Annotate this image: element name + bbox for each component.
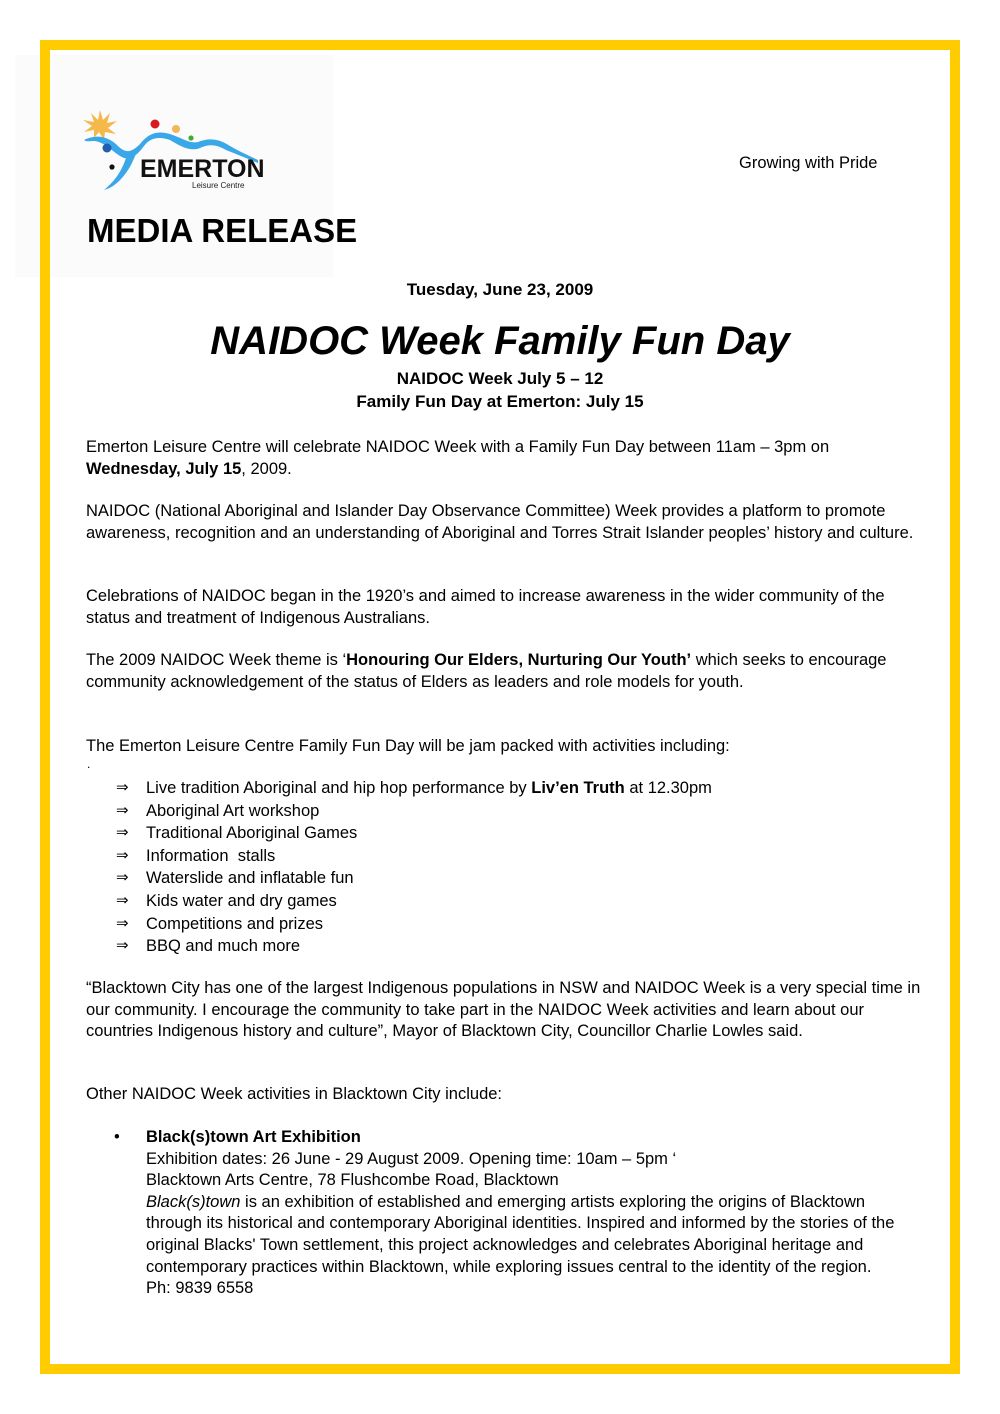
list-item bbox=[116, 822, 712, 845]
list-item bbox=[116, 867, 712, 890]
arrow-right-icon: ⇒ bbox=[116, 891, 129, 909]
wave-tail bbox=[104, 154, 136, 190]
paragraph-intro bbox=[86, 437, 926, 480]
text: Waterslide and inflatable fun bbox=[146, 869, 354, 888]
tagline: Growing with Pride bbox=[739, 154, 878, 172]
emerton-logo-icon bbox=[78, 108, 263, 198]
stray-dot: . bbox=[87, 757, 91, 771]
text: Traditional Aboriginal Games bbox=[146, 824, 358, 843]
green-dot bbox=[188, 135, 193, 140]
bullet-icon: • bbox=[114, 1128, 120, 1146]
text: BBQ and much more bbox=[146, 937, 301, 956]
paragraph-mayor-quote: “Blacktown City has one of the largest Indigenous populations in NSW and NAIDOC Week is a very special time in our community. I encourage the community to take part in the NAIDOC Week activities and learn about our countries Indigenous history and culture”, Mayor of Blacktown City, Councillor Charlie Lowles said. bbox=[86, 979, 921, 1040]
exhibition-description bbox=[146, 1192, 914, 1278]
other-activities-list bbox=[114, 1127, 914, 1300]
text: Competitions and prizes bbox=[146, 914, 324, 933]
paragraph-other-activities-intro: Other NAIDOC Week activities in Blacktown City include: bbox=[86, 1085, 503, 1103]
text: , 2009. bbox=[241, 459, 292, 478]
arrow-right-icon: ⇒ bbox=[116, 914, 129, 932]
arrow-right-icon: ⇒ bbox=[116, 824, 129, 842]
list-item bbox=[116, 777, 712, 800]
list-item bbox=[116, 913, 712, 936]
arrow-right-icon: ⇒ bbox=[116, 846, 129, 864]
arrow-right-icon: ⇒ bbox=[116, 779, 129, 796]
text: is an exhibition of established and emerging artists exploring the origins of Blacktown through its historical and contemporary Aboriginal identities. Inspired and informed by the stories of the original Blacks' Town settlement, this project acknowledges and celebrates Aboriginal heritage and contemporary practices within Blacktown, while exploring issues central to the identity of the region. bbox=[146, 1192, 895, 1276]
text: Emerton Leisure Centre will celebrate NAIDOC Week with a Family Fun Day between 11am – 3pm on bbox=[86, 438, 830, 456]
text: at 12.30pm bbox=[624, 779, 712, 797]
page-title: NAIDOC Week Family Fun Day bbox=[210, 319, 790, 363]
sun-icon bbox=[83, 110, 117, 140]
exhibition-phone: Ph: 9839 6558 bbox=[146, 1279, 254, 1298]
text: Kids water and dry games bbox=[146, 891, 337, 910]
text: The 2009 NAIDOC Week theme is ‘ bbox=[86, 651, 347, 669]
paragraph-naidoc-definition: NAIDOC (National Aboriginal and Islander Day Observance Committee) Week provides a platform to promote awareness, recognition and an understanding of Aboriginal and Torres Strait Islander peoples’ history and culture. bbox=[86, 502, 914, 542]
orange-dot bbox=[172, 125, 180, 133]
arrow-right-icon: ⇒ bbox=[116, 801, 129, 819]
arrow-right-icon: ⇒ bbox=[116, 937, 129, 955]
red-dot bbox=[151, 120, 160, 129]
emerton-logo bbox=[78, 108, 263, 198]
exhibition-name-italic: Black(s)town bbox=[146, 1192, 241, 1211]
black-dot bbox=[109, 164, 114, 169]
exhibition-dates: Exhibition dates: 26 June - 29 August 2009. Opening time: 10am – 5pm ‘ bbox=[146, 1149, 677, 1168]
arrow-right-icon: ⇒ bbox=[116, 869, 129, 887]
text: Information stalls bbox=[146, 846, 276, 865]
text: Aboriginal Art workshop bbox=[146, 801, 320, 820]
subtitle-naidoc-week: NAIDOC Week July 5 – 12 bbox=[396, 369, 604, 388]
list-item bbox=[116, 890, 712, 913]
svg-text:EMERTON: EMERTON bbox=[140, 155, 263, 183]
list-item bbox=[116, 800, 712, 823]
list-item bbox=[116, 935, 712, 958]
exhibition-title: Black(s)town Art Exhibition bbox=[146, 1128, 361, 1146]
activities-list bbox=[116, 777, 712, 958]
theme-bold: Honouring Our Elders, Nurturing Our Youth’ bbox=[346, 651, 692, 669]
event-date-bold: Wednesday, July 15 bbox=[86, 459, 242, 478]
blue-dot bbox=[103, 144, 112, 153]
performer-bold: Liv’en Truth bbox=[531, 779, 625, 797]
svg-text:Leisure Centre: Leisure Centre bbox=[192, 181, 245, 190]
doc-type-heading: MEDIA RELEASE bbox=[87, 212, 358, 249]
paragraph-theme bbox=[86, 650, 926, 693]
release-date: Tuesday, June 23, 2009 bbox=[406, 280, 594, 299]
subtitle-fun-day: Family Fun Day at Emerton: July 15 bbox=[356, 392, 644, 411]
text: which seeks to encourage community acknowledgement of the status of Elders as leaders and role models for youth. bbox=[86, 651, 887, 691]
exhibition-venue: Blacktown Arts Centre, 78 Flushcombe Road, Blacktown bbox=[146, 1171, 559, 1190]
text: Live tradition Aboriginal and hip hop performance by bbox=[146, 779, 532, 797]
paragraph-activities-intro: The Emerton Leisure Centre Family Fun Day will be jam packed with activities including: bbox=[86, 737, 730, 755]
paragraph-history: Celebrations of NAIDOC began in the 1920’s and aimed to increase awareness in the wider community of the status and treatment of Indigenous Australians. bbox=[86, 587, 885, 627]
list-item bbox=[114, 1127, 914, 1300]
list-item bbox=[116, 845, 712, 868]
